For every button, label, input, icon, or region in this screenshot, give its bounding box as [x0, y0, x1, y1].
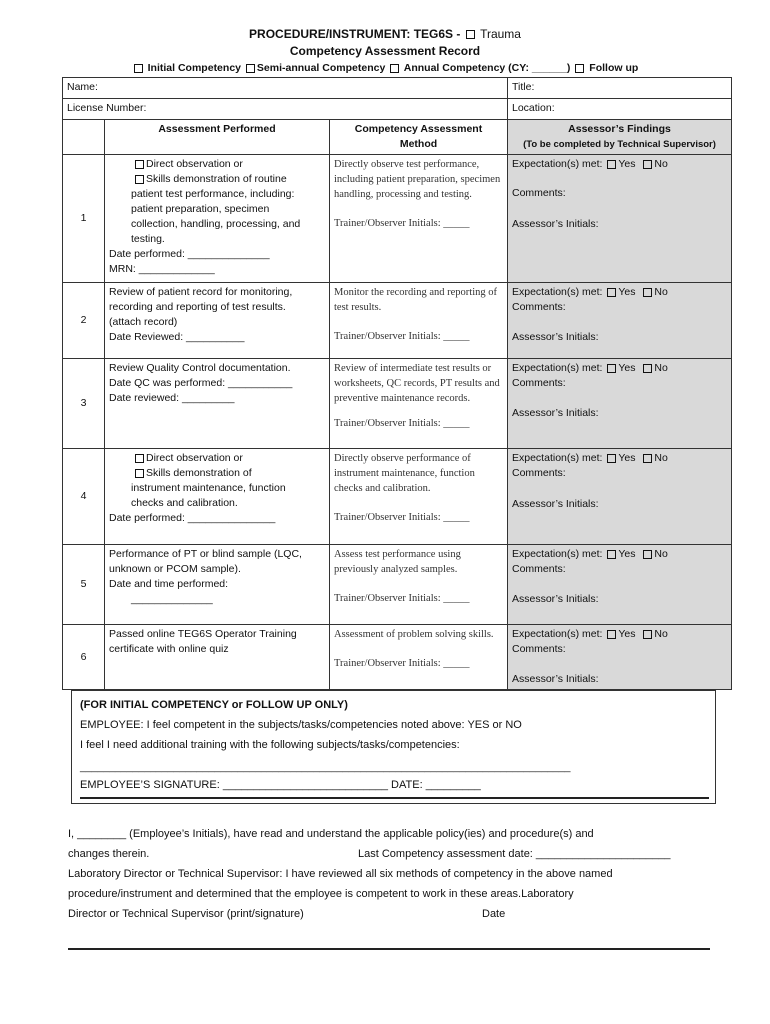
initials-statement: I, ________ (Employee’s Initials), have read and understand the applicable policy(ies) and procedure(s) and — [68, 828, 594, 840]
form-subtitle: Competency Assessment Record — [289, 44, 481, 58]
no-checkbox[interactable] — [643, 364, 652, 373]
table-row — [63, 625, 732, 690]
name-field[interactable]: Name: — [63, 78, 508, 99]
signature-divider — [80, 797, 709, 799]
license-number-field[interactable]: License Number: — [63, 99, 508, 120]
trauma-checkbox[interactable] — [466, 30, 475, 39]
row-number: 3 — [63, 359, 105, 449]
employee-box-heading: (FOR INITIAL COMPETENCY or FOLLOW UP ONLY) — [80, 699, 348, 711]
yes-checkbox[interactable] — [607, 288, 616, 297]
assessment-method-cell: Assessment of problem solving skills. Trainer/Observer Initials: _____ — [330, 625, 508, 690]
employee-signature-field[interactable]: EMPLOYEE’S SIGNATURE: ___________________________ DATE: _________ — [80, 779, 481, 791]
skills-demonstration-checkbox[interactable] — [135, 175, 144, 184]
assessor-findings-cell: Expectation(s) met: Yes No Comments: Assessor’s Initials: — [508, 449, 732, 545]
yes-checkbox[interactable] — [607, 160, 616, 169]
supervisor-signature-line: Director or Technical Supervisor (print/signature) Date — [68, 904, 718, 924]
no-checkbox[interactable] — [643, 454, 652, 463]
annual-competency-checkbox[interactable] — [390, 64, 399, 73]
row-number: 5 — [63, 545, 105, 625]
assessment-performed-cell: Performance of PT or blind sample (LQC, unknown or PCOM sample). Date and time performed: ______________ — [105, 545, 330, 625]
assessor-findings-header: Assessor’s Findings (To be completed by Technical Supervisor) — [508, 120, 732, 155]
assessment-method-cell: Review of intermediate test results or worksheets, QC records, PT results and preventive maintenance records. Trainer/Observer Initials: _____ — [330, 359, 508, 449]
assessment-performed-cell: Review Quality Control documentation. Date QC was performed: ___________ Date reviewed: _________ — [105, 359, 330, 449]
assessment-performed-cell: Direct observation or Skills demonstration of instrument maintenance, function checks and calibration. Date performed: _______________ — [105, 449, 330, 545]
direct-observation-checkbox[interactable] — [135, 454, 144, 463]
row-number: 4 — [63, 449, 105, 545]
yes-checkbox[interactable] — [607, 630, 616, 639]
initial-competency-checkbox[interactable] — [134, 64, 143, 73]
table-row — [63, 359, 732, 449]
supervisor-signature-rule[interactable] — [68, 948, 710, 950]
assessment-method-cell: Directly observe test performance, including patient preparation, specimen handling, processing and testing. Trainer/Observer Initials: _____ — [330, 155, 508, 283]
row-number: 2 — [63, 283, 105, 359]
yes-checkbox[interactable] — [607, 454, 616, 463]
assessor-findings-cell: Expectation(s) met: Yes No Comments: Assessor’s Initials: — [508, 625, 732, 690]
supervisor-statement-line2: procedure/instrument and determined that the employee is competent to work in these areas.Laboratory — [68, 888, 574, 900]
assessment-method-header: Competency Assessment Method — [330, 120, 508, 155]
date-label: Date — [482, 908, 506, 920]
table-row — [63, 449, 732, 545]
changes-line: changes therein. Last Competency assessment date: ______________________ — [68, 844, 718, 864]
title-field[interactable]: Title: — [508, 78, 732, 99]
assessor-findings-cell: Expectation(s) met: Yes No Comments: Assessor’s Initials: — [508, 283, 732, 359]
no-checkbox[interactable] — [643, 160, 652, 169]
location-field[interactable]: Location: — [508, 99, 732, 120]
assessor-findings-cell: Expectation(s) met: Yes No Comments: Assessor’s Initials: — [508, 155, 732, 283]
assessment-performed-cell: Review of patient record for monitoring, recording and reporting of test results. (attach record) Date Reviewed: __________ — [105, 283, 330, 359]
assessment-method-cell: Directly observe performance of instrument maintenance, function checks and calibration. Trainer/Observer Initials: _____ — [330, 449, 508, 545]
table-row — [63, 545, 732, 625]
yes-checkbox[interactable] — [607, 364, 616, 373]
row-number: 6 — [63, 625, 105, 690]
form-title: PROCEDURE/INSTRUMENT: TEG6S - Trauma — [249, 27, 521, 41]
assessment-performed-header: Assessment Performed — [105, 120, 330, 155]
competency-type-options: Initial Competency Semi-annual Competency Annual Competency (CY: ______) Follow up — [0, 62, 770, 74]
employee-attestation-box — [71, 690, 716, 804]
assessment-method-cell: Assess test performance using previously analyzed samples. Trainer/Observer Initials: _____ — [330, 545, 508, 625]
competency-table — [62, 77, 732, 690]
last-assessment-date-field[interactable]: Last Competency assessment date: ______________________ — [358, 848, 671, 860]
table-row — [63, 283, 732, 359]
no-checkbox[interactable] — [643, 630, 652, 639]
employee-competent-statement: EMPLOYEE: I feel competent in the subjects/tasks/competencies noted above: YES or NO — [80, 719, 522, 731]
no-checkbox[interactable] — [643, 550, 652, 559]
direct-observation-checkbox[interactable] — [135, 160, 144, 169]
number-column-header — [63, 120, 105, 155]
supervisor-statement-line1: Laboratory Director or Technical Supervisor: I have reviewed all six methods of competency in the above named — [68, 868, 613, 880]
assessor-findings-cell: Expectation(s) met: Yes No Comments: Assessor’s Initials: — [508, 359, 732, 449]
no-checkbox[interactable] — [643, 288, 652, 297]
assessment-performed-cell: Direct observation or Skills demonstration of routine patient test performance, including: patient preparation, specimen collection, handling, processing, and testing. Date performed: ______________ MRN: _____________ — [105, 155, 330, 283]
assessment-performed-cell: Passed online TEG6S Operator Training certificate with online quiz — [105, 625, 330, 690]
additional-training-statement: I feel I need additional training with the following subjects/tasks/competencies: — [80, 739, 460, 751]
follow-up-checkbox[interactable] — [575, 64, 584, 73]
table-row — [63, 155, 732, 283]
skills-demonstration-checkbox[interactable] — [135, 469, 144, 478]
assessor-findings-cell: Expectation(s) met: Yes No Comments: Assessor’s Initials: — [508, 545, 732, 625]
assessment-method-cell: Monitor the recording and reporting of test results. Trainer/Observer Initials: _____ — [330, 283, 508, 359]
row-number: 1 — [63, 155, 105, 283]
additional-training-field[interactable]: ____________________________________________________________________________________ — [80, 761, 571, 773]
semiannual-competency-checkbox[interactable] — [246, 64, 255, 73]
yes-checkbox[interactable] — [607, 550, 616, 559]
